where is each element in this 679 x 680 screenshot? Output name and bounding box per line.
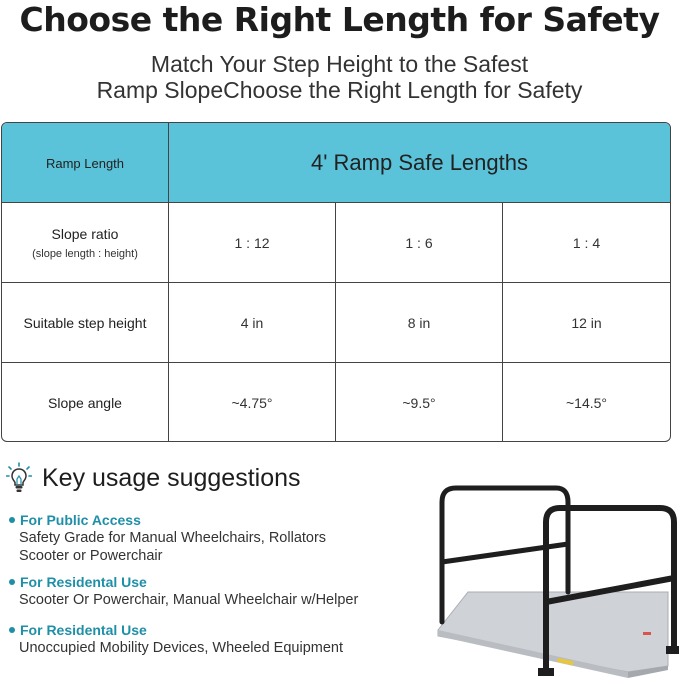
row-label — [2, 363, 169, 442]
suggestion-text: Safety Grade for Manual Wheelchairs, Rollators — [19, 530, 327, 546]
suggestions-heading — [6, 460, 301, 496]
table-row-slope-angle — [2, 363, 670, 442]
table-cell: ~9.5° — [336, 363, 503, 442]
subtitle-line-2: Ramp SlopeChoose the Right Length for Safety — [96, 77, 583, 103]
row-label — [2, 283, 169, 362]
table-header — [2, 123, 670, 203]
table-cell: 1 : 4 — [572, 234, 601, 251]
row-label-text: Slope ratio — [51, 225, 119, 242]
suggestion-text: Scooter Or Powerchair, Manual Wheelchair w/Helper — [19, 592, 359, 608]
lightbulb-icon — [6, 462, 32, 494]
suggestions-title: Key usage suggestions — [42, 463, 301, 492]
row-label — [2, 203, 169, 282]
header-ramp-length: Ramp Length — [2, 123, 169, 203]
row-sublabel: (slope length : height) — [32, 247, 138, 260]
table-row-step-height — [2, 283, 670, 363]
suggestion-item — [9, 511, 429, 565]
header-safe-lengths: 4' Ramp Safe Lengths — [310, 150, 528, 175]
table-cell: 4 in — [169, 283, 336, 362]
ramp-length-table — [1, 122, 671, 442]
suggestion-heading: For Residental Use — [20, 574, 147, 590]
table-cell: ~14.5° — [565, 395, 608, 411]
bullet-icon — [9, 517, 15, 523]
table-cell: 1 : 12 — [169, 203, 336, 282]
row-label-text: Slope angle — [48, 395, 122, 411]
subtitle-line-1: Match Your Step Height to the Safest — [150, 51, 529, 77]
suggestion-heading: For Residental Use — [20, 622, 147, 638]
suggestion-heading: For Public Access — [20, 512, 141, 528]
row-label-text: Suitable step height — [23, 314, 147, 331]
bullet-icon — [9, 627, 15, 633]
suggestion-item — [9, 621, 429, 657]
suggestion-text: Unoccupied Mobility Devices, Wheeled Equipment — [19, 640, 343, 656]
page-title: Choose the Right Length for Safety — [19, 0, 660, 39]
table-cell: ~4.75° — [169, 363, 336, 442]
bullet-icon — [9, 579, 15, 585]
suggestion-text: Scooter or Powerchair — [19, 548, 163, 564]
table-cell: 1 : 6 — [336, 203, 503, 282]
table-cell: 8 in — [336, 283, 503, 362]
suggestion-item — [9, 573, 429, 609]
table-cell: 12 in — [571, 314, 602, 331]
table-row-slope-ratio — [2, 203, 670, 283]
ramp-image — [428, 472, 679, 680]
